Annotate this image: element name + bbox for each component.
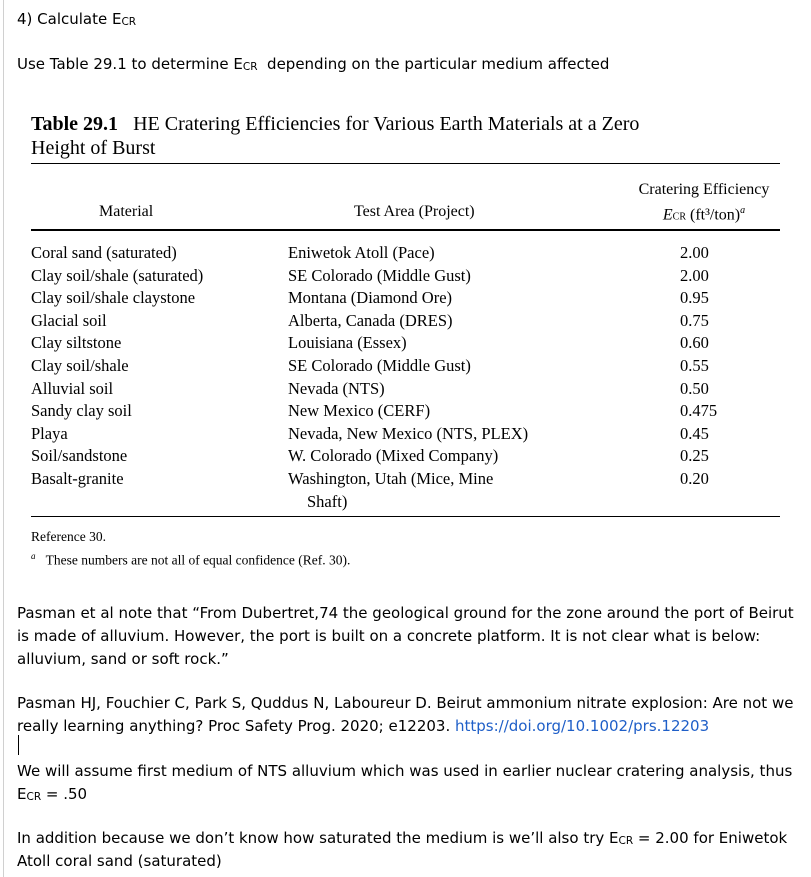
cell-test-area-continued: Shaft) <box>307 491 348 511</box>
cell-material: Clay siltstone <box>31 333 122 353</box>
footnote-mark: a <box>31 551 36 561</box>
cell-test-area: Louisiana (Essex) <box>288 333 407 353</box>
cell-efficiency: 2.00 <box>680 243 709 262</box>
cell-efficiency: 2.00 <box>680 265 709 285</box>
footnote-text: These numbers are not all of equal confidence (Ref. 30). <box>45 552 351 568</box>
cell-efficiency: 0.50 <box>680 378 709 398</box>
addition-text-end: = 2.00 for Eniwetok <box>633 829 788 847</box>
column-header-test-area: Test Area (Project) <box>354 203 475 220</box>
table-top-rule <box>31 163 780 164</box>
table-caption-line2: Height of Burst <box>31 137 156 159</box>
table-bottom-rule <box>31 516 780 517</box>
addition-subscript: CR <box>618 835 634 847</box>
assumption-line <box>17 783 87 808</box>
cell-test-area: Washington, Utah (Mice, Mine <box>288 468 494 488</box>
citation-line: Pasman HJ, Fouchier C, Park S, Quddus N, Laboureur D. Beirut ammonium nitrate explosion: Are not we <box>17 694 794 712</box>
cell-material: Coral sand (saturated) <box>31 243 177 262</box>
column-header-efficiency-title: Cratering Efficiency <box>638 181 770 198</box>
cell-material: Clay soil/shale <box>31 355 129 375</box>
table-header-rule <box>31 229 780 231</box>
step-heading-subscript: CR <box>121 16 137 28</box>
table-reference: Reference 30. <box>31 529 106 544</box>
cell-efficiency: 0.45 <box>680 423 709 443</box>
citation-text: really learning anything? Proc Safety Prog. 2020; e12203. <box>17 717 455 735</box>
addition-line: Atoll coral sand (saturated) <box>17 852 222 870</box>
cell-test-area: Montana (Diamond Ore) <box>288 288 453 308</box>
cell-test-area: Alberta, Canada (DRES) <box>288 310 453 330</box>
cell-test-area: New Mexico (CERF) <box>288 401 431 421</box>
quote-line: alluvium, sand or soft rock.” <box>17 650 229 668</box>
quote-line: is made of alluvium. However, the port is built on a concrete platform. It is not clear what is below: <box>17 627 761 645</box>
column-header-efficiency <box>614 179 794 227</box>
cell-efficiency: 0.475 <box>680 401 718 421</box>
cell-material: Glacial soil <box>31 310 107 330</box>
column-header-material: Material <box>99 203 154 220</box>
efficiency-symbol: E <box>662 206 673 224</box>
quote-line: Pasman et al note that “From Dubertret,74 the geological ground for the zone around the port of Beirut <box>17 604 794 622</box>
step-heading <box>17 8 136 33</box>
cell-efficiency: 0.75 <box>680 310 709 330</box>
cell-material: Soil/sandstone <box>31 446 128 466</box>
page-left-border <box>3 0 4 877</box>
cell-material: Clay soil/shale (saturated) <box>31 265 204 285</box>
intro-text: Use Table 29.1 to determine E <box>17 55 243 73</box>
assumption-value: = .50 <box>41 785 88 803</box>
cell-test-area: Eniwetok Atoll (Pace) <box>288 243 435 262</box>
intro-paragraph <box>17 53 609 78</box>
addition-line <box>17 827 787 852</box>
intro-text-end: depending on the particular medium affected <box>257 55 610 73</box>
assumption-line: We will assume first medium of NTS alluvium which was used in earlier nuclear cratering analysis, thus <box>17 762 793 780</box>
intro-subscript: CR <box>242 61 258 73</box>
cell-efficiency: 0.60 <box>680 333 709 353</box>
cell-test-area: Nevada (NTS) <box>288 378 385 398</box>
column-header-efficiency-units <box>614 200 794 227</box>
citation-line <box>17 715 709 737</box>
table-caption-line1: HE Cratering Efficiencies for Various Earth Materials at a Zero <box>133 113 640 135</box>
cell-test-area: Nevada, New Mexico (NTS, PLEX) <box>288 423 529 443</box>
doi-link[interactable]: https://doi.org/10.1002/prs.12203 <box>454 717 710 735</box>
cell-material: Sandy clay soil <box>31 401 132 421</box>
efficiency-units: (ft³/ton) <box>686 206 741 224</box>
cell-efficiency: 0.25 <box>680 446 709 466</box>
cell-efficiency: 0.20 <box>680 468 709 488</box>
cell-test-area: SE Colorado (Middle Gust) <box>288 355 471 375</box>
cell-material: Basalt-granite <box>31 468 124 488</box>
cell-efficiency: 0.95 <box>680 288 709 308</box>
assumption-subscript: CR <box>26 791 42 803</box>
cell-test-area: W. Colorado (Mixed Company) <box>288 446 499 466</box>
table-caption <box>31 112 639 160</box>
cell-material: Alluvial soil <box>31 378 114 398</box>
cell-efficiency: 0.55 <box>680 355 709 375</box>
step-heading-text: 4) Calculate E <box>17 10 122 28</box>
text-cursor <box>18 735 19 755</box>
efficiency-subscript: CR <box>672 211 686 223</box>
cell-material: Clay soil/shale claystone <box>31 288 196 308</box>
cell-material: Playa <box>31 423 68 443</box>
table-number: Table 29.1 <box>31 113 119 135</box>
cell-test-area: SE Colorado (Middle Gust) <box>288 265 471 285</box>
efficiency-footnote-mark: a <box>740 205 746 216</box>
addition-text: In addition because we don’t know how saturated the medium is we’ll also try E <box>17 829 619 847</box>
assumption-symbol: E <box>17 785 27 803</box>
table-footnote <box>31 547 350 570</box>
